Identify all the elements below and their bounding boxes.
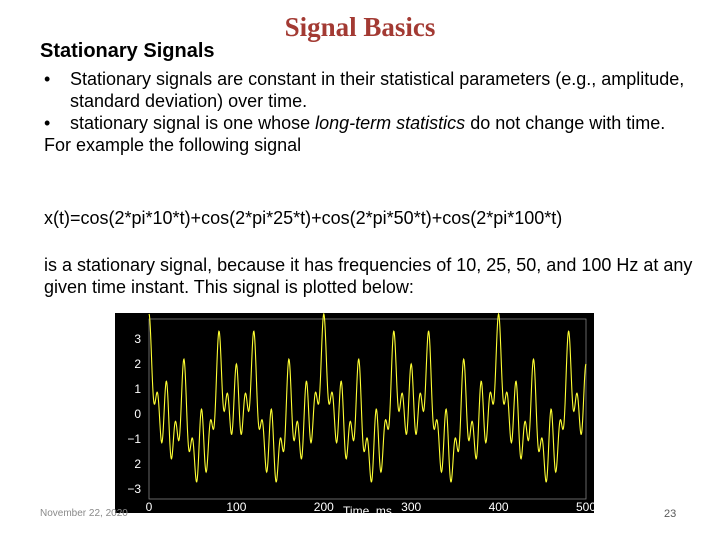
x-axis-label: Time, ms	[343, 504, 392, 518]
x-tick-label: 300	[401, 500, 422, 514]
bullet-text-emphasis: long-term statistics	[315, 113, 466, 133]
signal-plot	[115, 313, 597, 518]
y-tick-label: 1	[134, 382, 141, 396]
bullet-text: Stationary signals are constant in their statistical parameters (e.g., amplitude, standard deviation) over time.	[70, 69, 685, 111]
bullet-text-before: stationary signal is one whose	[70, 113, 316, 133]
footer-date: November 22, 2020	[40, 508, 128, 519]
bullet-symbol: •	[44, 113, 51, 133]
signal-chart	[115, 313, 597, 518]
x-tick-label: 100	[226, 500, 247, 514]
page-number: 23	[664, 508, 677, 520]
example-line: For example the following signal	[44, 135, 302, 155]
x-tick-label: 200	[313, 500, 334, 514]
y-tick-label: 3	[134, 332, 141, 346]
signal-series-line	[149, 314, 586, 482]
signal-formula: x(t)=cos(2*pi*10*t)+cos(2*pi*25*t)+cos(2*pi*50*t)+cos(2*pi*100*t)	[44, 208, 563, 228]
y-tick-label: 2	[134, 357, 141, 371]
bullet-symbol: •	[44, 69, 51, 89]
body-text	[44, 68, 694, 156]
y-tick-label: −3	[127, 482, 141, 496]
y-tick-label: 0	[134, 407, 141, 421]
bullet-item	[44, 68, 694, 112]
bullet-item	[44, 112, 694, 134]
slide-subtitle: Stationary Signals	[40, 40, 215, 62]
signal-description: is a stationary signal, because it has frequencies of 10, 25, 50, and 100 Hz at any given time instant. This signal is plotted below:	[44, 255, 693, 297]
x-tick-label: 400	[488, 500, 509, 514]
plot-frame	[149, 319, 586, 499]
x-tick-label: 500	[575, 500, 597, 514]
bullet-text-after: do not change with time.	[465, 113, 666, 133]
slide-title: Signal Basics	[284, 12, 436, 42]
y-tick-label: 2	[134, 457, 141, 471]
y-tick-label: −1	[127, 432, 141, 446]
x-tick-label: 0	[145, 500, 153, 514]
